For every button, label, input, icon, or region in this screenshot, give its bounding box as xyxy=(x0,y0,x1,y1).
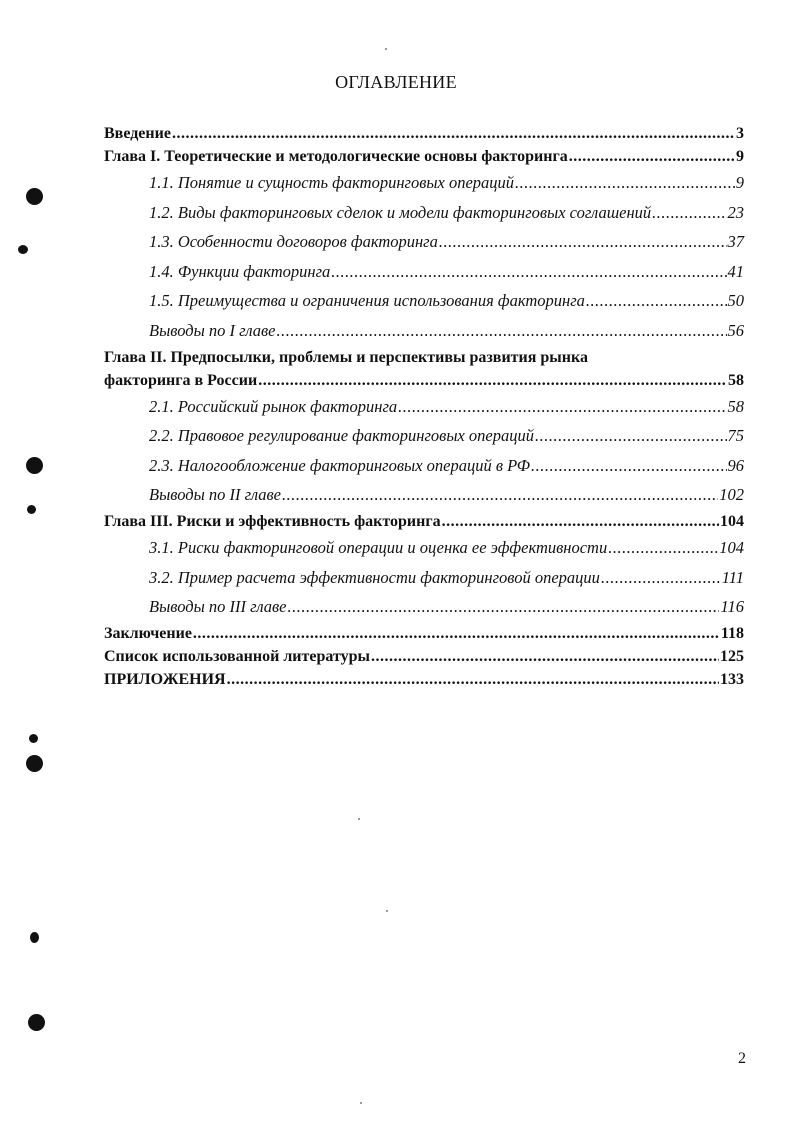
toc-entry-3-1[interactable] xyxy=(104,533,744,563)
toc-page: 96 xyxy=(727,455,744,475)
toc-page: 102 xyxy=(719,485,744,505)
scan-mark xyxy=(27,505,36,514)
toc-entry-1-2[interactable] xyxy=(104,198,744,228)
scan-mark xyxy=(29,734,38,743)
dot-leader xyxy=(331,257,726,287)
toc-page: 41 xyxy=(727,261,744,281)
toc-page: 75 xyxy=(727,426,744,446)
toc-entry-chapter-2[interactable] xyxy=(104,346,744,369)
toc-label: 1.3. Особенности договоров факторинга xyxy=(149,232,438,252)
toc-entry-references[interactable] xyxy=(104,645,744,668)
toc-page: 50 xyxy=(727,291,744,311)
toc-entry-chapter-1[interactable] xyxy=(104,145,744,168)
toc-entry-chapter-3[interactable] xyxy=(104,510,744,533)
toc-label: Глава I. Теоретические и методологические основы факторинга xyxy=(104,148,568,165)
toc-page: 23 xyxy=(727,202,744,222)
dot-leader xyxy=(569,145,735,168)
toc-label: 2.2. Правовое регулирование факторинговых операций xyxy=(149,426,535,446)
toc-entry-chapter-2-cont[interactable] xyxy=(104,369,744,392)
dot-leader xyxy=(531,451,726,481)
toc-label: 3.1. Риски факторинговой операции и оценка ее эффективности xyxy=(149,537,608,557)
toc-entry-conclusions-3[interactable] xyxy=(104,592,744,622)
toc-page: 104 xyxy=(719,537,744,557)
table-of-contents xyxy=(104,122,744,691)
toc-entry-intro[interactable] xyxy=(104,122,744,145)
dot-leader xyxy=(652,198,726,228)
toc-entry-1-1[interactable] xyxy=(104,168,744,198)
toc-page: 37 xyxy=(727,232,744,252)
toc-page: 116 xyxy=(720,597,744,617)
toc-page: 104 xyxy=(720,512,744,530)
toc-label: 1.2. Виды факторинговых сделок и модели факторинговых соглашений xyxy=(149,202,652,222)
toc-entry-conclusion[interactable] xyxy=(104,622,744,645)
toc-label: 1.5. Преимущества и ограничения использования факторинга xyxy=(149,291,585,311)
toc-page: 111 xyxy=(721,567,744,587)
toc-label: 3.2. Пример расчета эффективности факторинговой операции xyxy=(149,567,600,587)
toc-entry-1-3[interactable] xyxy=(104,227,744,257)
punch-hole xyxy=(26,188,43,205)
toc-page: 58 xyxy=(728,371,744,389)
toc-label: Заключение xyxy=(104,624,192,642)
dot-leader xyxy=(608,533,718,563)
dot-leader xyxy=(287,592,719,622)
scan-speck xyxy=(385,48,387,50)
toc-page: 133 xyxy=(720,670,744,688)
dot-leader xyxy=(601,563,721,593)
toc-entry-1-4[interactable] xyxy=(104,257,744,287)
toc-entry-conclusions-2[interactable] xyxy=(104,480,744,510)
toc-label: 2.1. Российский рынок факторинга xyxy=(149,396,398,416)
dot-leader xyxy=(439,227,727,257)
dot-leader xyxy=(535,421,726,451)
dot-leader xyxy=(586,286,727,316)
toc-label: Выводы по III главе xyxy=(149,597,287,617)
toc-page: 58 xyxy=(727,396,744,416)
toc-page: 56 xyxy=(727,320,744,340)
punch-hole xyxy=(28,1014,45,1031)
toc-entry-conclusions-1[interactable] xyxy=(104,316,744,346)
scan-speck xyxy=(358,818,360,820)
page-number: 2 xyxy=(738,1050,746,1067)
scan-speck xyxy=(386,910,388,912)
page-title: ОГЛАВЛЕНИЕ xyxy=(335,72,457,92)
toc-label: 1.4. Функции факторинга xyxy=(149,261,331,281)
dot-leader xyxy=(172,122,735,145)
toc-page: 3 xyxy=(736,125,744,142)
dot-leader xyxy=(227,668,719,691)
toc-label: Введение xyxy=(104,125,171,142)
toc-label: Список использованной литературы xyxy=(104,647,370,665)
toc-page: 9 xyxy=(736,148,744,165)
scan-speck xyxy=(360,1102,362,1104)
toc-page: 118 xyxy=(720,624,744,642)
toc-entry-2-3[interactable] xyxy=(104,451,744,481)
dot-leader xyxy=(282,480,718,510)
dot-leader xyxy=(258,369,727,392)
toc-entry-3-2[interactable] xyxy=(104,563,744,593)
toc-entry-1-5[interactable] xyxy=(104,286,744,316)
toc-label: Глава II. Предпосылки, проблемы и перспективы развития рынка xyxy=(104,348,588,366)
dot-leader xyxy=(398,392,726,422)
toc-label: Выводы по II главе xyxy=(149,485,281,505)
dot-leader xyxy=(276,316,726,346)
punch-hole xyxy=(26,457,43,474)
toc-page: 9 xyxy=(735,173,744,192)
toc-page: 125 xyxy=(720,647,744,665)
scan-mark xyxy=(18,245,28,254)
toc-label: Выводы по I главе xyxy=(149,320,276,340)
toc-label: ПРИЛОЖЕНИЯ xyxy=(104,670,226,688)
toc-label: 2.3. Налогообложение факторинговых операций в РФ xyxy=(149,455,531,475)
dot-leader xyxy=(193,622,720,645)
dot-leader xyxy=(515,168,735,198)
toc-entry-2-1[interactable] xyxy=(104,392,744,422)
punch-hole xyxy=(26,755,43,772)
toc-label: факторинга в России xyxy=(104,371,258,389)
toc-label: 1.1. Понятие и сущность факторинговых операций xyxy=(149,173,515,192)
toc-entry-appendices[interactable] xyxy=(104,668,744,691)
scan-mark xyxy=(30,932,39,943)
dot-leader xyxy=(371,645,719,668)
dot-leader xyxy=(442,510,719,533)
toc-label: Глава III. Риски и эффективность факторинга xyxy=(104,512,441,530)
toc-entry-2-2[interactable] xyxy=(104,421,744,451)
